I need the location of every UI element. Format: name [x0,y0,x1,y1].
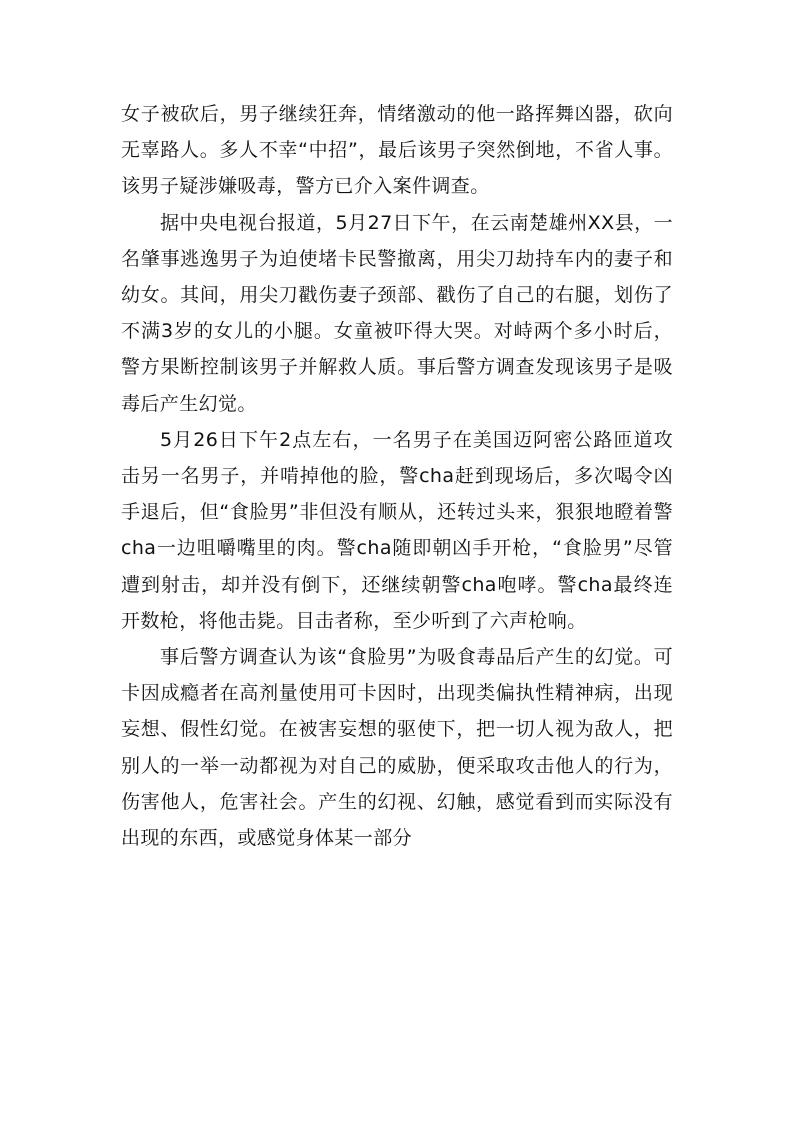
paragraph-2: 据中央电视台报道，5月27日下午，在云南楚雄州XX县，一名肇事逃逸男子为迫使堵卡民警撤离，用尖刀劫持车内的妻子和幼女。其间，用尖刀戳伤妻子颈部、戳伤了自己的右腿，划伤了不满3岁的女儿的小腿。女童被吓得大哭。对峙两个多小时后，警方果断控制该男子并解救人质。事后警方调查发现该男子是吸毒后产生幻觉。 [121,211,673,415]
paragraph-3: 5月26日下午2点左右，一名男子在美国迈阿密公路匝道攻击另一名男子，并啃掉他的脸，警cha赶到现场后，多次喝令凶手退后，但“食脸男”非但没有顺从，还转过头来，狠狠地瞪着警cha一边咀嚼嘴里的肉。警cha随即朝凶手开枪，“食脸男”尽管遭到射击，却并没有倒下，还继续朝警cha咆哮。警cha最终连开数枪，将他击毙。目击者称，至少听到了六声枪响。 [121,428,673,632]
document-body [121,96,673,856]
paragraph-1: 女子被砍后，男子继续狂奔，情绪激动的他一路挥舞凶器，砍向无辜路人。多人不幸“中招”，最后该男子突然倒地，不省人事。该男子疑涉嫌吸毒，警方已介入案件调查。 [121,103,673,198]
paragraph-4: 事后警方调查认为该“食脸男”为吸食毒品后产生的幻觉。可卡因成瘾者在高剂量使用可卡因时，出现类偏执性精神病，出现妄想、假性幻觉。在被害妄想的驱使下，把一切人视为敌人，把别人的一举一动都视为对自己的威胁，便采取攻击他人的行为，伤害他人，危害社会。产生的幻视、幻触，感觉看到而实际没有出现的东西，或感觉身体某一部分 [121,646,673,850]
